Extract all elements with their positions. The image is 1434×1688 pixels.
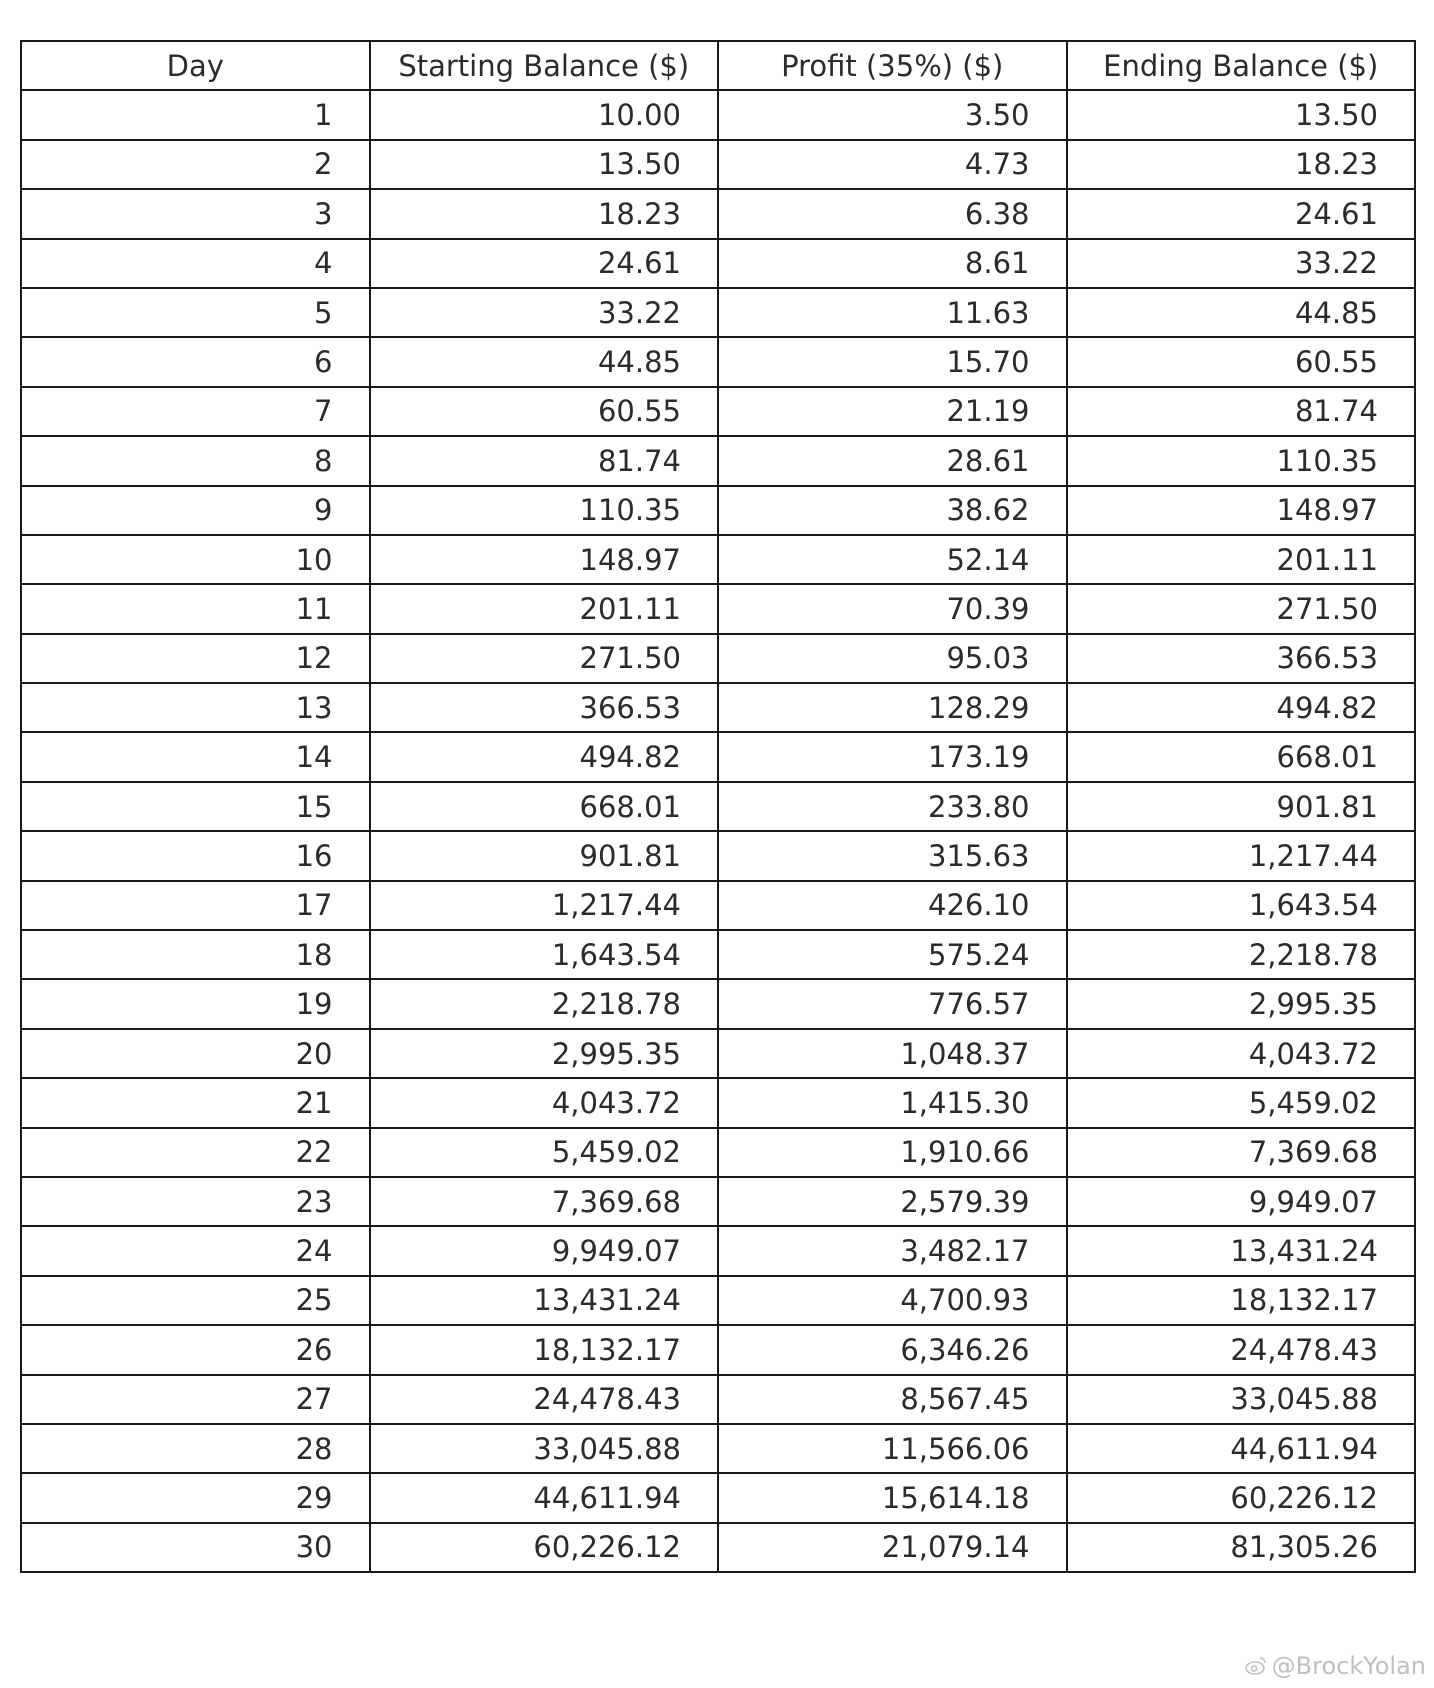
- cell-ending-balance: 668.01: [1067, 732, 1416, 781]
- cell-starting-balance: 7,369.68: [370, 1177, 719, 1226]
- cell-starting-balance: 13,431.24: [370, 1276, 719, 1325]
- cell-starting-balance: 5,459.02: [370, 1128, 719, 1177]
- cell-day: 9: [21, 486, 370, 535]
- cell-ending-balance: 2,218.78: [1067, 930, 1416, 979]
- cell-ending-balance: 18.23: [1067, 140, 1416, 189]
- cell-profit: 575.24: [718, 930, 1067, 979]
- cell-profit: 15.70: [718, 337, 1067, 386]
- table-row: [21, 90, 1415, 139]
- cell-starting-balance: 201.11: [370, 584, 719, 633]
- cell-starting-balance: 366.53: [370, 683, 719, 732]
- table-row: [21, 584, 1415, 633]
- cell-starting-balance: 44.85: [370, 337, 719, 386]
- table-row: [21, 387, 1415, 436]
- cell-starting-balance: 18.23: [370, 189, 719, 238]
- cell-profit: 1,910.66: [718, 1128, 1067, 1177]
- cell-day: 8: [21, 436, 370, 485]
- cell-day: 20: [21, 1029, 370, 1078]
- cell-day: 4: [21, 239, 370, 288]
- cell-starting-balance: 271.50: [370, 634, 719, 683]
- cell-ending-balance: 4,043.72: [1067, 1029, 1416, 1078]
- cell-ending-balance: 201.11: [1067, 535, 1416, 584]
- cell-profit: 28.61: [718, 436, 1067, 485]
- cell-day: 18: [21, 930, 370, 979]
- table-row: [21, 1128, 1415, 1177]
- cell-ending-balance: 901.81: [1067, 782, 1416, 831]
- cell-profit: 173.19: [718, 732, 1067, 781]
- cell-ending-balance: 24.61: [1067, 189, 1416, 238]
- cell-day: 1: [21, 90, 370, 139]
- cell-ending-balance: 13.50: [1067, 90, 1416, 139]
- cell-profit: 3,482.17: [718, 1226, 1067, 1275]
- cell-starting-balance: 60,226.12: [370, 1523, 719, 1572]
- cell-ending-balance: 81.74: [1067, 387, 1416, 436]
- cell-day: 10: [21, 535, 370, 584]
- cell-day: 3: [21, 189, 370, 238]
- cell-ending-balance: 13,431.24: [1067, 1226, 1416, 1275]
- cell-profit: 6.38: [718, 189, 1067, 238]
- cell-ending-balance: 24,478.43: [1067, 1325, 1416, 1374]
- cell-profit: 426.10: [718, 881, 1067, 930]
- table-row: [21, 1375, 1415, 1424]
- header-day: Day: [21, 41, 370, 90]
- table-row: [21, 1523, 1415, 1572]
- cell-ending-balance: 1,217.44: [1067, 831, 1416, 880]
- cell-starting-balance: 668.01: [370, 782, 719, 831]
- table-row: [21, 436, 1415, 485]
- cell-profit: 3.50: [718, 90, 1067, 139]
- cell-profit: 776.57: [718, 979, 1067, 1028]
- table-row: [21, 881, 1415, 930]
- cell-ending-balance: 33,045.88: [1067, 1375, 1416, 1424]
- cell-starting-balance: 33,045.88: [370, 1424, 719, 1473]
- table-row: [21, 486, 1415, 535]
- table-row: [21, 1177, 1415, 1226]
- cell-profit: 128.29: [718, 683, 1067, 732]
- cell-ending-balance: 18,132.17: [1067, 1276, 1416, 1325]
- cell-starting-balance: 2,218.78: [370, 979, 719, 1028]
- cell-starting-balance: 24.61: [370, 239, 719, 288]
- cell-starting-balance: 1,217.44: [370, 881, 719, 930]
- cell-profit: 8,567.45: [718, 1375, 1067, 1424]
- cell-ending-balance: 1,643.54: [1067, 881, 1416, 930]
- cell-day: 16: [21, 831, 370, 880]
- table-row: [21, 189, 1415, 238]
- cell-profit: 11.63: [718, 288, 1067, 337]
- cell-starting-balance: 148.97: [370, 535, 719, 584]
- cell-starting-balance: 901.81: [370, 831, 719, 880]
- cell-day: 22: [21, 1128, 370, 1177]
- cell-starting-balance: 18,132.17: [370, 1325, 719, 1374]
- cell-ending-balance: 9,949.07: [1067, 1177, 1416, 1226]
- table-row: [21, 732, 1415, 781]
- cell-starting-balance: 494.82: [370, 732, 719, 781]
- cell-day: 28: [21, 1424, 370, 1473]
- cell-day: 15: [21, 782, 370, 831]
- table-row: [21, 1029, 1415, 1078]
- table-row: [21, 1325, 1415, 1374]
- cell-day: 13: [21, 683, 370, 732]
- table-row: [21, 535, 1415, 584]
- cell-day: 14: [21, 732, 370, 781]
- cell-profit: 4.73: [718, 140, 1067, 189]
- weibo-icon: [1244, 1654, 1268, 1678]
- cell-starting-balance: 1,643.54: [370, 930, 719, 979]
- cell-ending-balance: 60,226.12: [1067, 1473, 1416, 1522]
- balance-table-container: [20, 40, 1416, 1573]
- cell-profit: 8.61: [718, 239, 1067, 288]
- cell-ending-balance: 7,369.68: [1067, 1128, 1416, 1177]
- cell-ending-balance: 60.55: [1067, 337, 1416, 386]
- cell-day: 7: [21, 387, 370, 436]
- header-starting-balance: Starting Balance ($): [370, 41, 719, 90]
- cell-starting-balance: 10.00: [370, 90, 719, 139]
- cell-starting-balance: 9,949.07: [370, 1226, 719, 1275]
- table-row: [21, 683, 1415, 732]
- cell-day: 27: [21, 1375, 370, 1424]
- cell-day: 21: [21, 1078, 370, 1127]
- table-row: [21, 239, 1415, 288]
- table-row: [21, 1473, 1415, 1522]
- cell-profit: 21.19: [718, 387, 1067, 436]
- watermark-text: @BrockYolan: [1271, 1652, 1426, 1680]
- cell-profit: 52.14: [718, 535, 1067, 584]
- header-profit: Profit (35%) ($): [718, 41, 1067, 90]
- cell-starting-balance: 4,043.72: [370, 1078, 719, 1127]
- cell-ending-balance: 5,459.02: [1067, 1078, 1416, 1127]
- cell-profit: 1,048.37: [718, 1029, 1067, 1078]
- cell-starting-balance: 60.55: [370, 387, 719, 436]
- cell-starting-balance: 2,995.35: [370, 1029, 719, 1078]
- cell-ending-balance: 271.50: [1067, 584, 1416, 633]
- cell-starting-balance: 33.22: [370, 288, 719, 337]
- cell-starting-balance: 24,478.43: [370, 1375, 719, 1424]
- cell-starting-balance: 13.50: [370, 140, 719, 189]
- table-row: [21, 930, 1415, 979]
- cell-profit: 70.39: [718, 584, 1067, 633]
- table-row: [21, 634, 1415, 683]
- cell-ending-balance: 110.35: [1067, 436, 1416, 485]
- cell-profit: 21,079.14: [718, 1523, 1067, 1572]
- cell-day: 11: [21, 584, 370, 633]
- cell-ending-balance: 33.22: [1067, 239, 1416, 288]
- table-row: [21, 1424, 1415, 1473]
- cell-ending-balance: 44,611.94: [1067, 1424, 1416, 1473]
- cell-profit: 15,614.18: [718, 1473, 1067, 1522]
- header-ending-balance: Ending Balance ($): [1067, 41, 1416, 90]
- cell-profit: 1,415.30: [718, 1078, 1067, 1127]
- cell-ending-balance: 366.53: [1067, 634, 1416, 683]
- cell-day: 24: [21, 1226, 370, 1275]
- table-row: [21, 1078, 1415, 1127]
- cell-ending-balance: 2,995.35: [1067, 979, 1416, 1028]
- cell-profit: 6,346.26: [718, 1325, 1067, 1374]
- cell-day: 25: [21, 1276, 370, 1325]
- cell-ending-balance: 81,305.26: [1067, 1523, 1416, 1572]
- cell-profit: 315.63: [718, 831, 1067, 880]
- cell-profit: 233.80: [718, 782, 1067, 831]
- cell-day: 6: [21, 337, 370, 386]
- cell-starting-balance: 44,611.94: [370, 1473, 719, 1522]
- table-row: [21, 979, 1415, 1028]
- cell-starting-balance: 110.35: [370, 486, 719, 535]
- cell-ending-balance: 494.82: [1067, 683, 1416, 732]
- cell-day: 19: [21, 979, 370, 1028]
- table-row: [21, 782, 1415, 831]
- table-row: [21, 1276, 1415, 1325]
- cell-day: 17: [21, 881, 370, 930]
- table-row: [21, 140, 1415, 189]
- watermark: [1244, 1652, 1426, 1680]
- table-row: [21, 831, 1415, 880]
- cell-profit: 95.03: [718, 634, 1067, 683]
- cell-ending-balance: 148.97: [1067, 486, 1416, 535]
- cell-starting-balance: 81.74: [370, 436, 719, 485]
- table-row: [21, 1226, 1415, 1275]
- cell-profit: 2,579.39: [718, 1177, 1067, 1226]
- cell-profit: 38.62: [718, 486, 1067, 535]
- cell-day: 26: [21, 1325, 370, 1374]
- table-row: [21, 288, 1415, 337]
- table-header-row: [21, 41, 1415, 90]
- cell-profit: 4,700.93: [718, 1276, 1067, 1325]
- balance-table: [20, 40, 1416, 1573]
- cell-day: 30: [21, 1523, 370, 1572]
- cell-ending-balance: 44.85: [1067, 288, 1416, 337]
- cell-day: 23: [21, 1177, 370, 1226]
- cell-profit: 11,566.06: [718, 1424, 1067, 1473]
- table-body: [21, 90, 1415, 1572]
- cell-day: 2: [21, 140, 370, 189]
- cell-day: 12: [21, 634, 370, 683]
- cell-day: 5: [21, 288, 370, 337]
- table-row: [21, 337, 1415, 386]
- cell-day: 29: [21, 1473, 370, 1522]
